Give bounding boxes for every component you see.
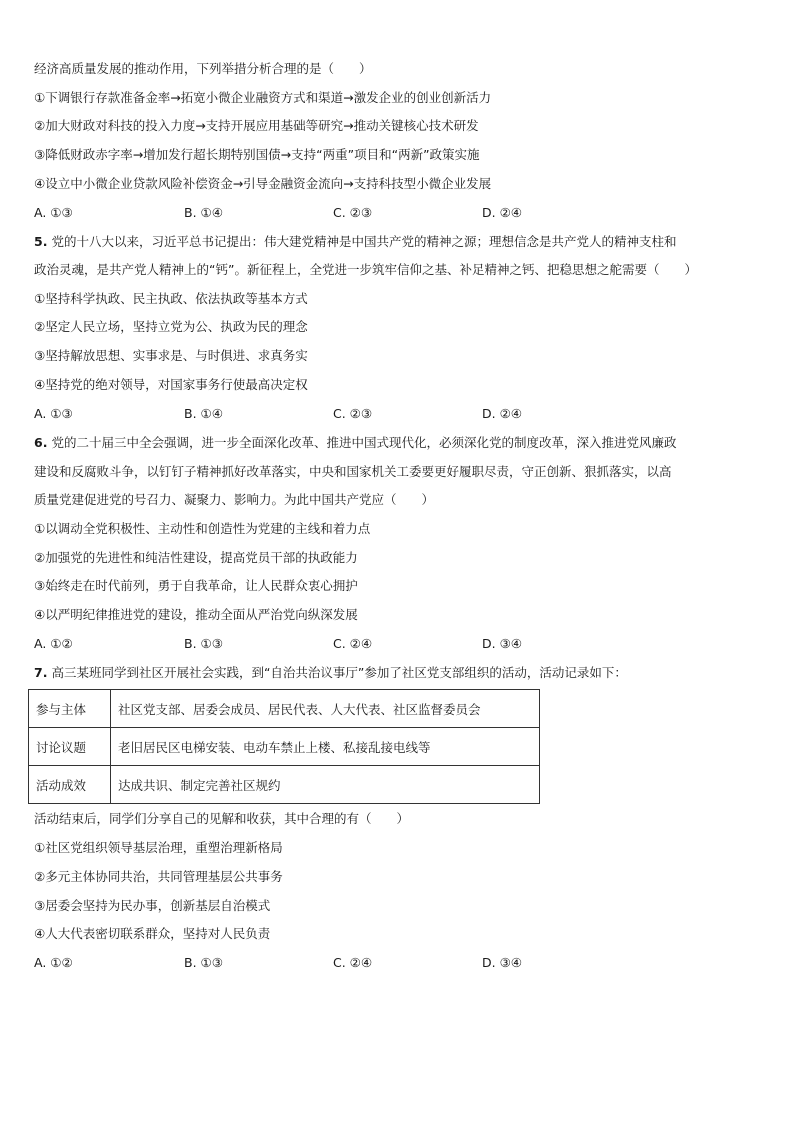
q5-option-d[interactable]: D. ②④ <box>482 406 522 421</box>
q4-statement-2: ②加大财政对科技的投入力度→支持开展应用基础等研究→推动关键核心技术研发 <box>34 118 479 133</box>
q7-statement-3: ③居委会坚持为民办事，创新基层自治模式 <box>34 898 271 913</box>
q5-stem-text-1: 党的十八大以来，习近平总书记提出：伟大建党精神是中国共产党的精神之源；理想信念是共产党人的精神支柱和 <box>51 234 677 249</box>
q4-option-a[interactable]: A. ①③ <box>34 205 73 220</box>
q6-stem-line-3: 质量党建促进党的号召力、凝聚力、影响力。为此中国共产党应（ ） <box>34 492 435 507</box>
q6-statement-1: ①以调动全党积极性、主动性和创造性为党建的主线和着力点 <box>34 521 371 536</box>
q6-statement-4: ④以严明纪律推进党的建设，推动全面从严治党向纵深发展 <box>34 607 358 622</box>
q6-statement-3: ③始终走在时代前列，勇于自我革命，让人民群众衷心拥护 <box>34 578 358 593</box>
q4-statement-3: ③降低财政赤字率→增加发行超长期特别国债→支持“两重”项目和“两新”政策实施 <box>34 147 480 162</box>
table-cell-key: 活动成效 <box>29 766 111 804</box>
q7-option-b[interactable]: B. ①③ <box>184 955 223 970</box>
q6-stem-text-1: 党的二十届三中全会强调，进一步全面深化改革、推进中国式现代化，必须深化党的制度改革，深入推进党风廉政 <box>51 435 677 450</box>
table-row <box>29 728 540 766</box>
table-row <box>29 766 540 804</box>
table-cell-value: 老旧居民区电梯安装、电动车禁止上楼、私接乱接电线等 <box>111 728 540 766</box>
q7-statement-2: ②多元主体协同共治，共同管理基层公共事务 <box>34 869 283 884</box>
q4-statement-4: ④设立中小微企业贷款风险补偿资金→引导金融资金流向→支持科技型小微企业发展 <box>34 176 492 191</box>
q5-number: 5. <box>34 234 48 249</box>
table-row <box>29 690 540 728</box>
q5-stem-line-1 <box>34 234 676 250</box>
q7-number: 7. <box>34 665 48 680</box>
q6-option-c[interactable]: C. ②④ <box>333 636 373 651</box>
q7-option-c[interactable]: C. ②④ <box>333 955 373 970</box>
q7-statement-4: ④人大代表密切联系群众，坚持对人民负责 <box>34 926 271 941</box>
q4-stem-tail: 经济高质量发展的推动作用，下列举措分析合理的是（ ） <box>34 61 372 76</box>
q7-statement-1: ①社区党组织领导基层治理，重塑治理新格局 <box>34 840 283 855</box>
q6-option-b[interactable]: B. ①③ <box>184 636 223 651</box>
q6-number: 6. <box>34 435 48 450</box>
q7-options <box>34 955 734 971</box>
table-cell-key: 参与主体 <box>29 690 111 728</box>
q5-statement-1: ①坚持科学执政、民主执政、依法执政等基本方式 <box>34 291 308 306</box>
q5-statement-4: ④坚持党的绝对领导，对国家事务行使最高决定权 <box>34 377 308 392</box>
q4-option-b[interactable]: B. ①④ <box>184 205 223 220</box>
q4-option-d[interactable]: D. ②④ <box>482 205 522 220</box>
q4-statement-1: ①下调银行存款准备金率→拓宽小微企业融资方式和渠道→激发企业的创业创新活力 <box>34 90 492 105</box>
table-cell-value: 达成共识、制定完善社区规约 <box>111 766 540 804</box>
q7-stem-line-1 <box>34 665 627 681</box>
activity-record-table <box>28 689 540 804</box>
q5-options <box>34 406 734 422</box>
q5-option-a[interactable]: A. ①③ <box>34 406 73 421</box>
q7-stem-text: 高三某班同学到社区开展社会实践，到“自治共治议事厅”参加了社区党支部组织的活动，活动记录如下： <box>51 665 627 680</box>
q4-options <box>34 205 734 221</box>
q6-option-d[interactable]: D. ③④ <box>482 636 522 651</box>
q7-option-a[interactable]: A. ①② <box>34 955 73 970</box>
q6-stem-line-2: 建设和反腐败斗争，以钉钉子精神抓好改革落实，中央和国家机关工委要更好履职尽责，守正创新、狠抓落实，以高 <box>34 464 672 479</box>
table-cell-value: 社区党支部、居委会成员、居民代表、人大代表、社区监督委员会 <box>111 690 540 728</box>
q6-option-a[interactable]: A. ①② <box>34 636 73 651</box>
q6-stem-line-1 <box>34 435 676 451</box>
q7-question: 活动结束后，同学们分享自己的见解和收获，其中合理的有（ ） <box>34 811 410 826</box>
q5-statement-2: ②坚定人民立场，坚持立党为公、执政为民的理念 <box>34 319 308 334</box>
q4-option-c[interactable]: C. ②③ <box>333 205 373 220</box>
q5-stem-line-2: 政治灵魂，是共产党人精神上的“钙”。新征程上，全党进一步筑牢信仰之基、补足精神之钙、把稳思想之舵需要（ ） <box>34 262 697 277</box>
q5-option-b[interactable]: B. ①④ <box>184 406 223 421</box>
q5-statement-3: ③坚持解放思想、实事求是、与时俱进、求真务实 <box>34 348 308 363</box>
q7-option-d[interactable]: D. ③④ <box>482 955 522 970</box>
q6-statement-2: ②加强党的先进性和纯洁性建设，提高党员干部的执政能力 <box>34 550 358 565</box>
table-cell-key: 讨论议题 <box>29 728 111 766</box>
q6-options <box>34 636 734 652</box>
q5-option-c[interactable]: C. ②③ <box>333 406 373 421</box>
